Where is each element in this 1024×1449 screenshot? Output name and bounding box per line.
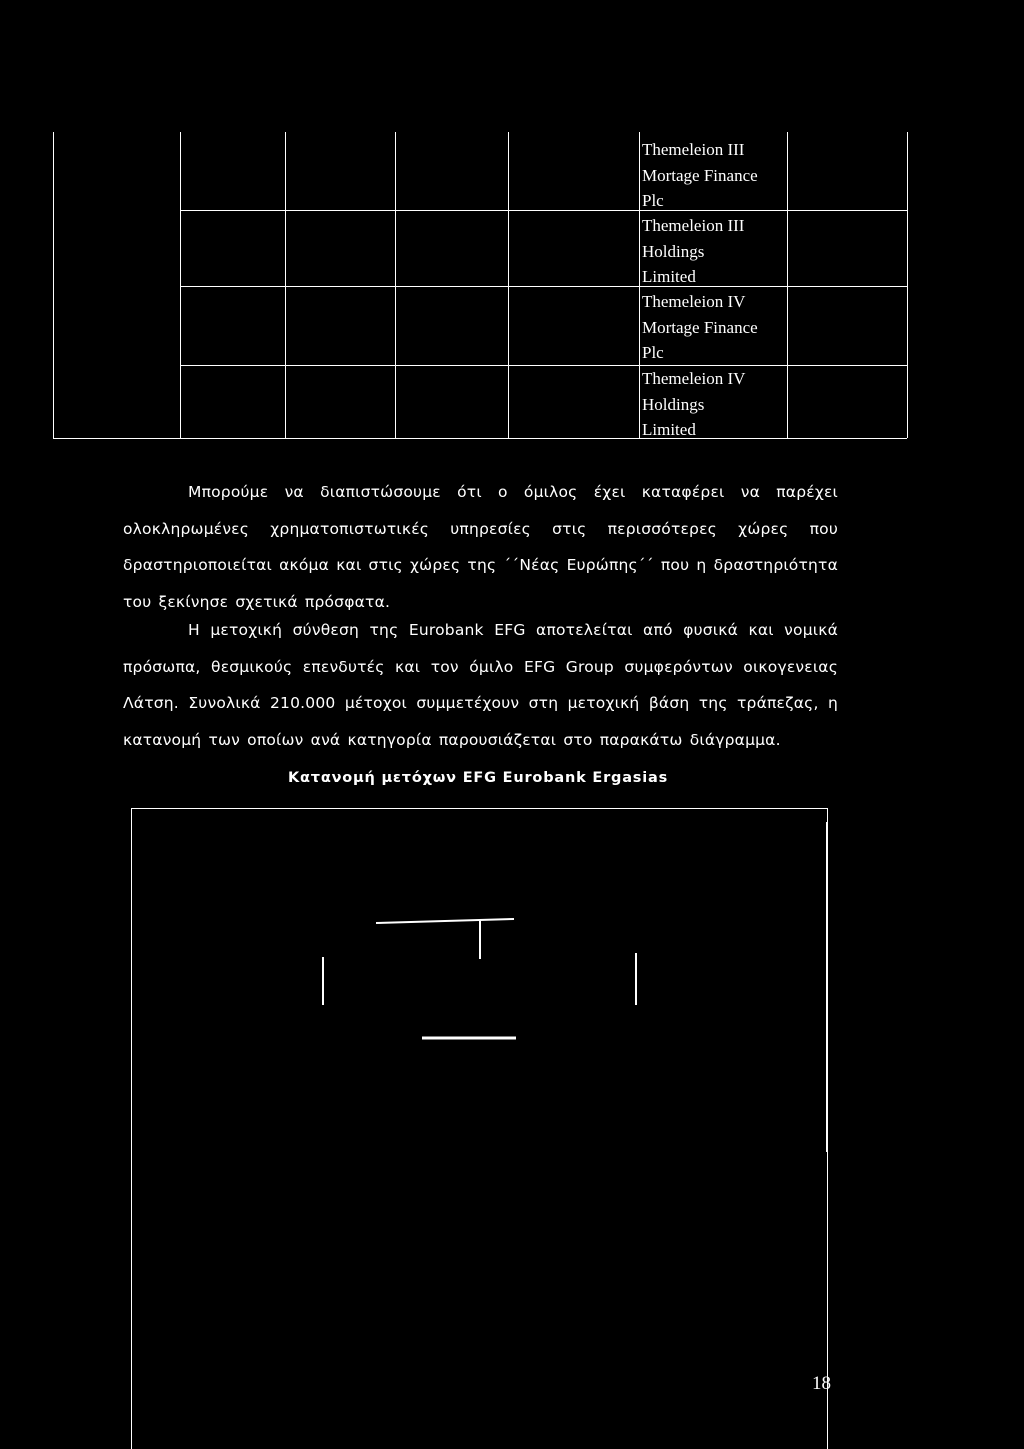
paragraph-text: Μπορούμε να διαπιστώσουμε ότι ο όμιλος έχει καταφέρει να παρέχει ολοκληρωμένες χρηματοπιστωτικές υπηρεσίες στις περισσότερες χώρες που δραστηριοποιείται ακόμα και στις χώρες της ΄΄Νέας Ευρώπης΄΄ που η δραστηριότητα του ξεκίνησε σχετικά πρόσφατα. (123, 483, 838, 611)
table-row-line (180, 365, 907, 366)
table-cell-entity: Themeleion IV Holdings Limited (642, 369, 746, 439)
chart-title: Κατανομή μετόχων EFG Eurobank Ergasias (287, 770, 669, 786)
subsidiaries-table (0, 0, 1024, 450)
table-column-line (395, 132, 396, 438)
table-row-line (180, 286, 907, 287)
table-column-line (787, 132, 788, 438)
table-cell-entity: Themeleion III Holdings Limited (642, 216, 745, 286)
chart-artifact-top-bar (376, 919, 514, 923)
table-column-line (53, 132, 54, 438)
chart-placeholder-graphic (132, 809, 827, 1449)
paragraph-shareholder-composition (123, 612, 838, 758)
table-cell-entity: Themeleion III Mortage Finance Plc (642, 140, 758, 210)
paragraph-text: Η μετοχική σύνθεση της Eurobank EFG αποτελείται από φυσικά και νομικά πρόσωπα, θεσμικούς επενδυτές και τον όμιλο EFG Group συμφερόντων οικογενειας Λάτση. Συνολικά 210.000 μέτοχοι συμμετέχουν στη μετοχική βάση της τράπεζας, η κατανομή των οποίων ανά κατηγορία παρουσιάζεται στο παρακάτω διάγραμμα. (123, 621, 838, 749)
table-column-line (639, 132, 640, 438)
paragraph-group-coverage (123, 474, 838, 620)
chart-outer-rule (826, 822, 827, 1152)
table-row-line (180, 210, 907, 211)
page-number: 18 (812, 1373, 831, 1394)
table-column-line (508, 132, 509, 438)
table-cell-entity: Themeleion IV Mortage Finance Plc (642, 292, 758, 362)
table-column-line (285, 132, 286, 438)
chart-frame (131, 808, 828, 1449)
table-column-line (907, 132, 908, 438)
table-column-line (180, 132, 181, 438)
